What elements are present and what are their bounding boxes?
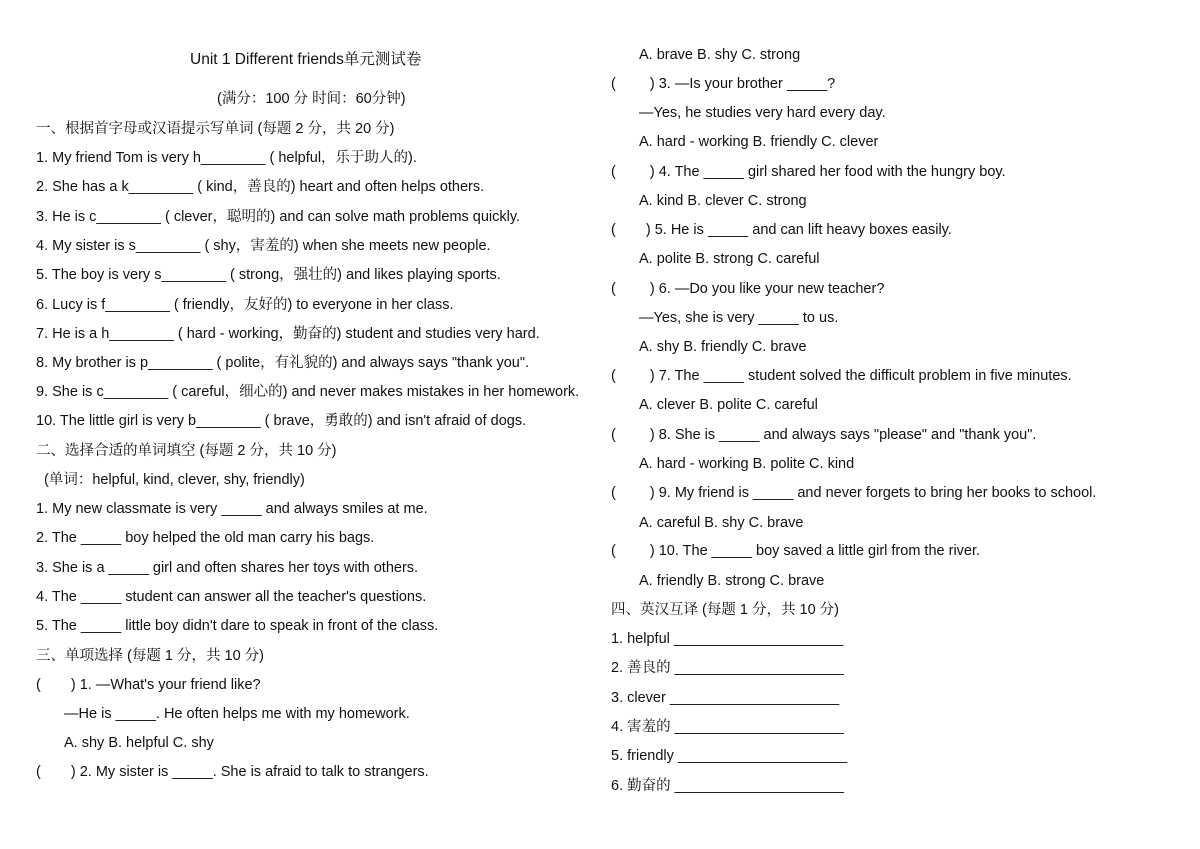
answer-bracket-open: ( [611,543,616,559]
section-1-item-10: 10. The little girl is very b________ ( brave，勇敢的) and isn't afraid of dogs. [36,413,527,429]
section-1-item-7: 7. He is a h________ ( hard - working，勤奋的) student and studies very hard. [36,326,540,342]
question-stem: 5. He is _____ and can lift heavy boxes easily. [654,222,952,238]
answer-bracket-close: ) [649,281,655,297]
section-4-item-2[interactable]: 2. 善良的 _____________________ [611,660,844,676]
answer-bracket-close: ) [645,222,651,238]
question-10-options: A. friendly B. strong C. brave [639,573,825,589]
question-8-options: A. hard - working B. polite C. kind [639,456,855,472]
question-stem: 8. She is _____ and always says "please" and "thank you". [658,427,1037,443]
section-4-item-1[interactable]: 1. helpful _____________________ [611,631,844,647]
question-7 [611,366,1072,386]
section-2-item-2: 2. The _____ boy helped the old man carry his bags. [36,530,375,546]
question-8 [611,425,1036,445]
answer-bracket-close: ) [649,427,655,443]
section-2-heading: 二、选择合适的单词填空 (每题 2 分，共 10 分) [36,443,337,459]
question-6-line-2: —Yes, she is very _____ to us. [639,310,839,326]
worksheet-title: Unit 1 Different friends单元测试卷 [190,51,422,68]
question-2-options: A. brave B. shy C. strong [639,47,801,63]
section-1-item-6: 6. Lucy is f________ ( friendly，友好的) to everyone in her class. [36,297,454,313]
question-1-options: A. shy B. helpful C. shy [64,735,214,751]
section-2-item-1: 1. My new classmate is very _____ and always smiles at me. [36,501,428,517]
question-stem: 4. The _____ girl shared her food with the hungry boy. [658,164,1006,180]
question-3 [611,74,835,94]
question-7-options: A. clever B. polite C. careful [639,397,818,413]
answer-bracket-close: ) [70,764,76,780]
section-2-item-4: 4. The _____ student can answer all the teacher's questions. [36,589,427,605]
question-6 [611,279,884,299]
answer-bracket-open: ( [611,368,616,384]
answer-bracket-close: ) [649,76,655,92]
section-4-heading: 四、英汉互译 (每题 1 分，共 10 分) [611,602,839,618]
question-3-line-2: —Yes, he studies very hard every day. [639,105,886,121]
question-5-options: A. polite B. strong C. careful [639,251,820,267]
answer-bracket-open: ( [611,281,616,297]
answer-bracket-open: ( [611,485,616,501]
question-10 [611,541,980,561]
answer-bracket-open: ( [36,764,41,780]
answer-bracket-close: ) [70,677,76,693]
question-4 [611,162,1006,182]
section-4-item-6[interactable]: 6. 勤奋的 _____________________ [611,778,844,794]
question-stem: 1. —What's your friend like? [79,677,261,693]
answer-bracket-close: ) [649,368,655,384]
section-4-item-3[interactable]: 3. clever _____________________ [611,690,840,706]
question-4-options: A. kind B. clever C. strong [639,193,807,209]
question-9 [611,483,1096,503]
question-stem: 2. My sister is _____. She is afraid to talk to strangers. [79,764,429,780]
section-1-item-8: 8. My brother is p________ ( polite，有礼貌的) and always says "thank you". [36,355,530,371]
question-2 [36,762,429,782]
question-stem: 3. —Is your brother _____? [658,76,836,92]
question-9-options: A. careful B. shy C. brave [639,515,804,531]
question-3-options: A. hard - working B. friendly C. clever [639,134,879,150]
answer-bracket-close: ) [649,543,655,559]
section-2-item-5: 5. The _____ little boy didn't dare to speak in front of the class. [36,618,439,634]
section-3-heading: 三、单项选择 (每题 1 分，共 10 分) [36,648,264,664]
question-stem: 10. The _____ boy saved a little girl from the river. [658,543,981,559]
answer-bracket-close: ) [649,164,655,180]
question-1 [36,675,261,695]
answer-bracket-open: ( [611,222,616,238]
section-1-item-3: 3. He is c________ ( clever，聪明的) and can solve math problems quickly. [36,209,521,225]
question-1-line-2: —He is _____. He often helps me with my homework. [64,706,410,722]
question-stem: 9. My friend is _____ and never forgets to bring her books to school. [658,485,1097,501]
section-1-item-2: 2. She has a k________ ( kind，善良的) heart and often helps others. [36,179,485,195]
worksheet-subtitle: (满分：100 分 时间：60分钟) [217,91,406,107]
answer-bracket-open: ( [611,164,616,180]
question-stem: 6. —Do you like your new teacher? [658,281,885,297]
section-2-wordbank: (单词：helpful, kind, clever, shy, friendly) [44,472,305,488]
question-stem: 7. The _____ student solved the difficult problem in five minutes. [658,368,1072,384]
section-1-item-4: 4. My sister is s________ ( shy，害羞的) when she meets new people. [36,238,491,254]
answer-bracket-open: ( [611,427,616,443]
section-1-item-5: 5. The boy is very s________ ( strong，强壮的) and likes playing sports. [36,267,501,283]
answer-bracket-open: ( [36,677,41,693]
section-2-item-3: 3. She is a _____ girl and often shares her toys with others. [36,560,419,576]
question-5 [611,220,952,240]
section-1-heading: 一、根据首字母或汉语提示写单词 (每题 2 分，共 20 分) [36,121,395,137]
section-4-item-5[interactable]: 5. friendly _____________________ [611,748,848,764]
section-4-item-4[interactable]: 4. 害羞的 _____________________ [611,719,844,735]
answer-bracket-open: ( [611,76,616,92]
section-1-item-1: 1. My friend Tom is very h________ ( helpful，乐于助人的). [36,150,417,166]
question-6-options: A. shy B. friendly C. brave [639,339,807,355]
section-1-item-9: 9. She is c________ ( careful，细心的) and never makes mistakes in her homework. [36,384,580,400]
answer-bracket-close: ) [649,485,655,501]
